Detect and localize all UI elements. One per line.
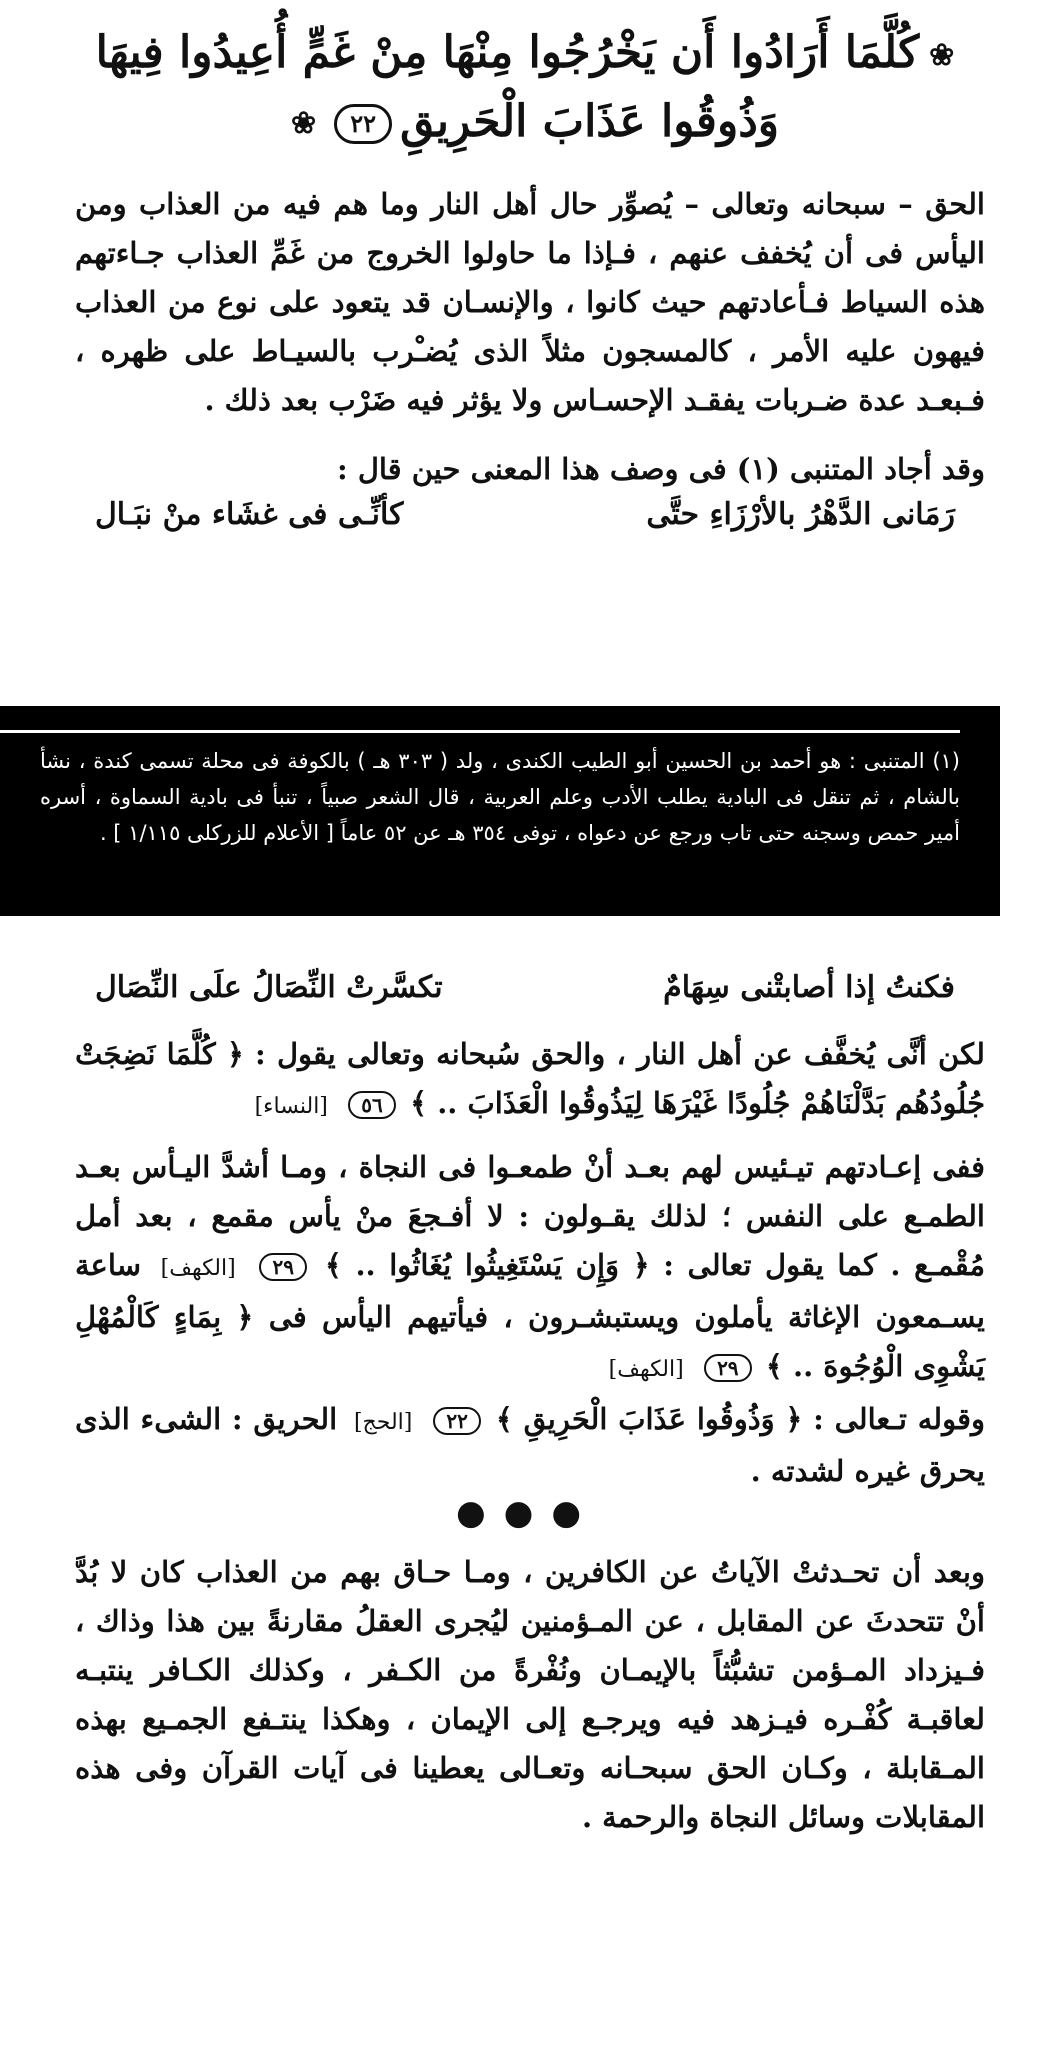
poem-hemistich-first: فكنتُ إذا أصابتْنى سِهَامٌ xyxy=(663,970,955,1005)
quran-quote: ﴿ بِمَاءٍ كَالْمُهْلِ يَشْوِى الْوُجُوهَ .. ﴾ xyxy=(75,1300,985,1383)
verse-heading xyxy=(90,20,970,157)
ornament-icon: ❀ xyxy=(290,106,317,141)
quran-quote: ﴿ وَإِن يَسْتَغِيثُوا يُغَاثُوا .. ﴾ xyxy=(324,1248,650,1282)
paragraph-comparison: وبعد أن تحـدثتْ الآياتُ عن الكافرين ، ومـا حـاق بهم من العذاب كان لا بُدَّ أنْ تتحدثَ عن المقابل ، عن المـؤمنين ليُجرى العقلُ مقارنةً بين هذا وذاك ، فـيزداد المـؤمن تشبُّثاً بالإيمـان ونُفْرةً من الكـفر ، وكذلك الكـافر ينتبـه لعاقبـة كُفْـره فيـزهد فيه ويرجـع إلى الإيمان ، وهكذا ينتـفع الجمـيع بهذه المـقابلة ، وكـان الحق سبحـانه وتعـالى يعطينا فى آيات القرآن وفى هذه المقابلات وسائل النجاة والرحمة . xyxy=(75,1555,985,1834)
verse-number: ٢٩ xyxy=(704,1354,752,1382)
paragraph-commentary: الحق – سبحانه وتعالى – يُصوِّر حال أهل النار وما هم فيه من العذاب ومن اليأس فى أن يُخفف عنهم ، فـإذا ما حاولوا الخروج من غَمِّ العذاب جـاءتهم هذه السياط فـأعادتهم حيث كانوا ، والإنسـان قد يتعود على نوع من العذاب فيهون عليه الأمر ، كالمسجون مثلاً الذى يُضـْرب بالسيـاط على ظهره ، فـبعـد عدة ضـربات يفقـد الإحسـاس ولا يؤثر فيه ضَرْب بعد ذلك . xyxy=(75,187,985,417)
footnote-divider xyxy=(0,730,960,733)
paragraph-mutanabbi-intro: وقد أجاد المتنبى (١) فى وصف هذا المعنى حين قال : xyxy=(337,452,985,486)
verse-number: ٢٢ xyxy=(433,1407,481,1435)
poem-hemistich-second: كأنِّـى فى غشَاء منْ نبَـال xyxy=(95,497,404,532)
verse-number: ٢٢ xyxy=(334,104,392,144)
poem-verse-2 xyxy=(95,970,955,1005)
footnote xyxy=(0,706,1000,916)
verse-number: ٢٩ xyxy=(259,1253,307,1281)
poem-hemistich-second: تكسَّرتْ النِّصَالُ علَى النِّصَال xyxy=(95,970,443,1005)
sura-reference: [الكهف] xyxy=(160,1256,236,1281)
quran-quote: ﴿ كُلَّمَا نَضِجَتْ جُلُودُهُم بَدَّلْنَاهُمْ جُلُودًا غَيْرَهَا لِيَذُوقُوا الْعَذَابَ .. ﴾ xyxy=(75,1037,985,1120)
sura-reference: [النساء] xyxy=(254,1094,328,1119)
poem-hemistich-first: رَمَانى الدَّهْرُ بالأرْزَاءِ حتَّى xyxy=(646,497,955,532)
paragraph-despair: ففى إعـادتهم تيـئيس لهم بعـد أنْ طمعـوا فى النجاة ، ومـا أشدَّ اليـأس بعـد الطمـع على النفس ؛ لذلك يقـولون : لا أفـجعَ منْ يأس مقمع ، بعد أمل مُقْمـع . كما يقول تعالى : ﴿ وَإِن يَسْتَغِيثُوا يُغَاثُوا .. ﴾ ٢٩ [الكهف] ساعة يسـمعون الإغاثة يأملون ويستبشـرون ، فيأتيهم اليأس فى ﴿ بِمَاءٍ كَالْمُهْلِ يَشْوِى الْوُجُوهَ .. ﴾ ٢٩ [الكهف] xyxy=(75,1150,986,1383)
paragraph-hariq: وقوله تـعالى : ﴿ وَذُوقُوا عَذَابَ الْحَرِيقِ ﴾ ٢٢ [الحج] الحريق : الشىء الذى يحرق غيره لشدته . xyxy=(75,1402,985,1488)
verse-line-1: ❀كُلَّمَا أَرَادُوا أَن يَخْرُجُوا مِنْهَا مِنْ غَمٍّ أُعِيدُوا فِيهَا xyxy=(95,27,955,78)
footnote-text: (١) المتنبى : هو أحمد بن الحسين أبو الطيب الكندى ، ولد ( ٣٠٣ هـ ) بالكوفة فى محلة تسمى كندة ، نشأ بالشام ، ثم تنقل فى البادية يطلب الأدب وعلم العربية ، قال الشعر صبياً ، تنبأ فى بادية السماوة ، أسره أمير حمص وسجنه حتى تاب ورجع عن دعواه ، توفى ٣٥٤ هـ عن ٥٢ عاماً [ الأعلام للزركلى ١/١١٥ ] . xyxy=(40,749,960,845)
sura-reference: [الحج] xyxy=(353,1410,413,1435)
poem-verse-1 xyxy=(95,497,955,532)
ornament-icon: ❀ xyxy=(929,37,955,73)
verse-line-2: وَذُوقُوا عَذَابَ الْحَرِيقِ٢٢❀ xyxy=(290,95,780,147)
sura-reference: [الكهف] xyxy=(608,1357,684,1382)
quran-quote: ﴿ وَذُوقُوا عَذَابَ الْحَرِيقِ ﴾ xyxy=(495,1402,803,1436)
verse-number: ٥٦ xyxy=(348,1091,396,1119)
section-separator: ●●● xyxy=(455,1493,599,1533)
paragraph-nisa-quote: لكن أنَّى يُخفَّف عن أهل النار ، والحق سُبحانه وتعالى يقول : ﴿ كُلَّمَا نَضِجَتْ جُلُودُهُم بَدَّلْنَاهُمْ جُلُودًا غَيْرَهَا لِيَذُوقُوا الْعَذَابَ .. ﴾ ٥٦ [النساء] xyxy=(75,1037,985,1120)
